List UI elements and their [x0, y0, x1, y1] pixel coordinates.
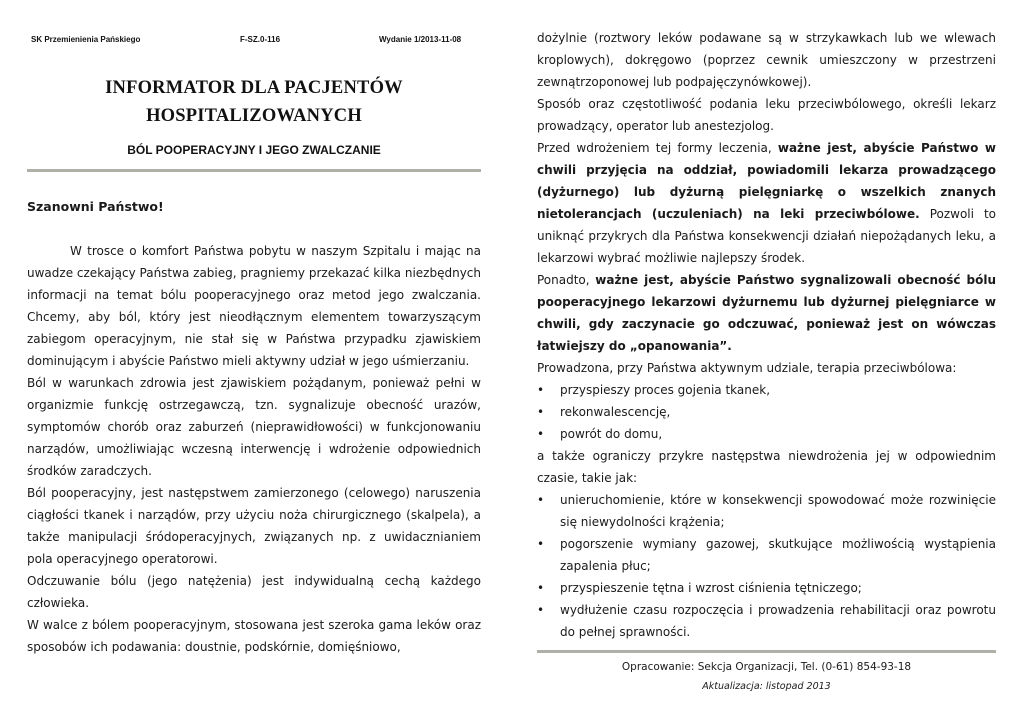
list-item: • pogorszenie wymiany gazowej, skutkujące możliwością wystąpienia zapalenia płuc; [537, 533, 996, 577]
header-code: F-SZ.0-116 [240, 35, 281, 44]
greeting: Szanowni Państwo! [27, 199, 164, 214]
header-org: SK Przemienienia Pańskiego [31, 35, 141, 44]
document-subtitle: BÓL POOPERACYJNY I JEGO ZWALCZANIE [127, 143, 381, 157]
footer-divider [537, 650, 996, 653]
list-item: • powrót do domu, [537, 423, 996, 445]
title-line-1: INFORMATOR DLA PACJENTÓW [105, 78, 403, 98]
text-run: Przed wdrożeniem tej formy leczenia, [537, 141, 778, 155]
title-line-2: HOSPITALIZOWANYCH [146, 106, 362, 126]
list-item: • rekonwalescencję, [537, 401, 996, 423]
consequences-list [537, 489, 996, 643]
list-item: • wydłużenie czasu rozpoczęcia i prowadzenia rehabilitacji oraz powrotu do pełnej sprawności. [537, 599, 996, 643]
paragraph: W trosce o komfort Państwa pobytu w naszym Szpitalu i mając na uwadze czekający Państwa zabieg, pragniemy przekazać kilka niezbędnych informacji na temat bólu pooperacyjnego oraz metod jego zwalczania. Chcemy, aby ból, który jest nieodłącznym elementem towarzyszącym zabiegom operacyjnym, nie stał się w Państwa przypadku zjawiskiem dominującym i abyście Państwo mieli aktywny udział w jego uśmierzaniu. [27, 244, 481, 368]
paragraph: W walce z bólem pooperacyjnym, stosowana jest szeroka gama leków oraz sposobów ich podawania: doustnie, podskórnie, domięśniowo, [27, 618, 481, 654]
important-notice-pain: ważne jest, abyście Państwo sygnalizowali obecność bólu pooperacyjnego lekarzowi dyżurnemu lub dyżurnej pielęgniarce w chwili, gdy zaczynacie go odczuwać, ponieważ jest on wówczas łatwiejszy do „opanowania”. [537, 273, 997, 353]
paragraph: Prowadzona, przy Państwa aktywnym udziale, terapia przeciwbólowa: [537, 361, 957, 375]
paragraph: Ból pooperacyjny, jest następstwem zamierzonego (celowego) naruszenia ciągłości tkanek i narządów, przy użyciu noża chirurgicznego (skalpela), a także manipulacji śródoperacyjnych, związanych np. z uwidacznianiem pola operacyjnego operatorowi. [27, 486, 481, 566]
footer-updated: Aktualizacja: listopad 2013 [702, 681, 831, 692]
paragraph: Ból w warunkach zdrowia jest zjawiskiem pożądanym, ponieważ pełni w organizmie funkcję ostrzegawczą, tzn. sygnalizuje obecność urazów, symptomów chorób oraz zaburzeń (nieprawidłowości) w funkcjonowaniu narządów, umożliwiając wczesną interwencję i wdrożenie odpowiednich środków zaradczych. [27, 376, 481, 478]
text-run: Pozwoli to uniknąć przykrych dla Państwa konsekwencji działań niepożądanych leku, a lekarzowi wybrać możliwie najlepszy środek. [537, 207, 997, 265]
important-notice-allergies: ważne jest, abyście Państwo w chwili przyjęcia na oddział, powiadomili lekarza prowadzącego (dyżurnego) lub dyżurną pielęgniarkę o wszelkich znanych nietolerancjach (uczuleniach) na leki przeciwbólowe. [537, 141, 996, 221]
footer-prepared-by: Opracowanie: Sekcja Organizacji, Tel. (0-61) 854-93-18 [621, 661, 912, 673]
benefits-list [537, 379, 996, 445]
left-body-text [27, 240, 481, 658]
list-item: • przyspieszenie tętna i wzrost ciśnienia tętniczego; [537, 577, 996, 599]
paragraph: dożylnie (roztwory leków podawane są w strzykawkach lub we wlewach kroplowych), dokręgowo (poprzez cewnik umieszczony w przestrzeni zewnątrzoponowej lub podpajęczynówkowej). [537, 31, 996, 89]
text-run: Ponadto, [537, 273, 596, 287]
right-body-text [537, 27, 996, 643]
paragraph [537, 269, 996, 357]
header-edition: Wydanie 1/2013-11-08 [379, 35, 462, 44]
paragraph [537, 137, 996, 269]
list-item: • unieruchomienie, które w konsekwencji spowodować może rozwinięcie się niewydolności krążenia; [537, 489, 996, 533]
paragraph: Odczuwanie bólu (jego natężenia) jest indywidualną cechą każdego człowieka. [27, 574, 481, 610]
section-divider [27, 169, 481, 172]
list-item: • przyspieszy proces gojenia tkanek, [537, 379, 996, 401]
document-title [27, 74, 481, 130]
paragraph: a także ograniczy przykre następstwa niewdrożenia jej w odpowiednim czasie, takie jak: [537, 449, 996, 485]
paragraph: Sposób oraz częstotliwość podania leku przeciwbólowego, określi lekarz prowadzący, operator lub anestezjolog. [537, 97, 996, 133]
